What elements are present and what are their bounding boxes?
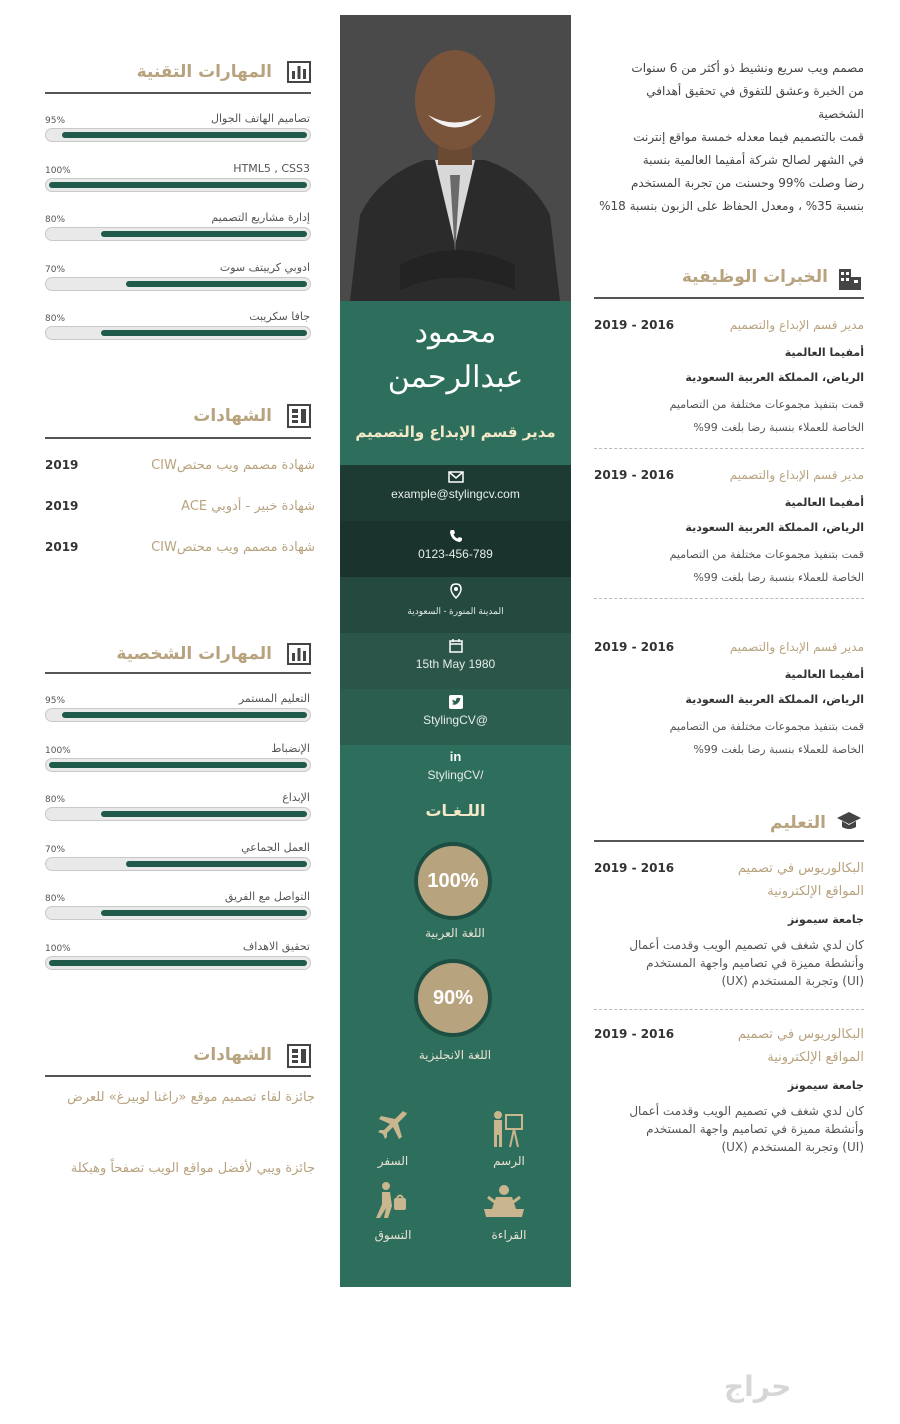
job-description: قمت بتنفيذ مجموعات مختلفة من التصاميم	[669, 548, 864, 561]
skill-label: تحقيق الاهداف	[242, 939, 310, 953]
skill-bar-fill	[101, 231, 307, 237]
education-description: (UI) وتجربة المستخدم (UX)	[721, 974, 864, 988]
job-location: الرياض، المملكة العربية السعودية	[685, 371, 864, 384]
certificate-name: شهادة مصمم ويب محتصCIW	[151, 458, 315, 473]
skill-label: العمل الجماعي	[241, 840, 310, 854]
degree-title: المواقع الإلكترونية	[767, 884, 864, 899]
profile-photo	[340, 15, 571, 301]
skill-label: التعليم المستمر	[238, 692, 310, 705]
location-text: المدينة المنورة - السعودية	[407, 606, 504, 616]
skill-label: إدارة مشاريع التصميم	[211, 211, 310, 224]
tech-skills-rule	[45, 92, 311, 94]
skill-bar-fill	[126, 861, 307, 867]
divider	[594, 448, 864, 449]
education-rule	[594, 840, 864, 842]
skill-bar-track	[45, 326, 311, 340]
arabic-label: اللغة العربية	[425, 926, 485, 940]
phone-band	[340, 521, 571, 577]
arabic-level-circle: 100%	[414, 842, 492, 920]
skill-label: التواصل مع الفريق	[224, 890, 310, 903]
summary-line: مصمم ويب سريع ونشيط ذو أكثر من 6 سنوات	[631, 61, 864, 75]
divider	[594, 1009, 864, 1010]
linkedin-icon: in	[449, 749, 462, 764]
certificate-year: 2019	[45, 499, 79, 513]
skill-bar-fill	[101, 330, 307, 336]
skill-percent: 70%	[45, 264, 66, 275]
experience-title: الخبرات الوظيفية	[681, 267, 828, 287]
awards-title: الشهادات	[193, 1045, 272, 1065]
twitter-icon	[449, 695, 463, 709]
job-location: الرياض، المملكة العربية السعودية	[685, 693, 864, 706]
hobby-reading: القراءة	[491, 1228, 527, 1242]
job-description: الخاصة للعملاء بنسبة رضا بلغت 99%	[693, 571, 864, 584]
job-location: الرياض، المملكة العربية السعودية	[685, 521, 864, 534]
skill-percent: 95%	[45, 116, 66, 126]
skill-bar-fill	[62, 712, 307, 718]
plane-icon	[378, 1109, 410, 1141]
job-title: مدير قسم الإبداع والتصميم	[355, 423, 556, 441]
email-band	[340, 465, 571, 521]
english-level-circle: 90%	[414, 959, 492, 1037]
certificate-name: شهادة مصمم ويب محتصCIW	[151, 540, 315, 555]
summary-line: من الخبرة وعشق للتفوق في تحقيق أهدافي	[646, 84, 864, 98]
job-date: 2016 - 2019	[594, 318, 675, 332]
email-icon	[448, 471, 464, 483]
skill-bar-track	[45, 227, 311, 241]
email-text[interactable]: example@stylingcv.com	[391, 487, 520, 501]
certificates-rule	[45, 437, 311, 439]
job-company: أمفيما العالمية	[784, 668, 864, 681]
personal-skills-title: المهارات الشخصية	[116, 644, 272, 664]
phone-icon	[449, 529, 463, 543]
award-item: جائزة لقاء تصميم موقع «راغنا لوبيرغ» للعرض	[67, 1090, 315, 1105]
phone-text[interactable]: 0123-456-789	[418, 547, 493, 561]
skill-bar-track	[45, 178, 311, 192]
divider	[594, 598, 864, 599]
chart-icon	[287, 643, 311, 665]
skill-label: الإنضباط	[271, 741, 310, 755]
job-description: الخاصة للعملاء بنسبة رضا بلغت 99%	[693, 421, 864, 434]
skill-bar-track	[45, 277, 311, 291]
building-icon	[838, 267, 862, 291]
job-company: أمفيما العالمية	[784, 496, 864, 509]
education-description: وأنشطة مميزة في تصاميم واجهة المستخدم	[646, 956, 864, 970]
calendar-icon	[449, 639, 463, 653]
degree-title: المواقع الإلكترونية	[767, 1050, 864, 1065]
education-description: كان لدي شغف في تصميم الويب وقدمت أعمال	[629, 938, 864, 952]
hobby-drawing: الرسم	[493, 1154, 525, 1168]
skill-bar-track	[45, 906, 311, 920]
summary	[579, 57, 864, 218]
skill-percent: 100%	[45, 745, 71, 756]
job-title: مدير قسم الإبداع والتصميم	[729, 468, 864, 482]
job-company: أمفيما العالمية	[784, 346, 864, 359]
twitter-text[interactable]: @StylingCV	[423, 713, 488, 727]
skill-percent: 95%	[45, 696, 66, 706]
education-title: التعليم	[770, 813, 826, 833]
graduation-cap-icon	[836, 810, 862, 832]
last-name: عبدالرحمن	[387, 360, 524, 395]
school-name: جامعة سيمونز	[787, 913, 864, 926]
experience-rule	[594, 297, 864, 299]
birthdate-band	[340, 633, 571, 689]
skill-bar-track	[45, 807, 311, 821]
skill-percent: 100%	[45, 165, 71, 176]
twitter-band	[340, 689, 571, 745]
skill-bar-fill	[101, 811, 307, 817]
skill-bar-track	[45, 708, 311, 722]
certificate-icon	[287, 1044, 311, 1068]
certificate-icon	[287, 404, 311, 428]
skill-percent: 70%	[45, 844, 66, 855]
location-icon	[450, 583, 462, 599]
education-date: 2016 - 2019	[594, 861, 675, 875]
skill-bar-track	[45, 758, 311, 772]
skill-percent: 80%	[45, 314, 66, 324]
job-description: الخاصة للعملاء بنسبة رضا بلغت 99%	[693, 743, 864, 756]
skill-bar-track	[45, 128, 311, 142]
tech-skills-title: المهارات التقنية	[136, 62, 272, 82]
reading-icon	[482, 1183, 526, 1219]
education-date: 2016 - 2019	[594, 1027, 675, 1041]
languages-title: اللـغـات	[425, 801, 486, 820]
education-description: (UI) وتجربة المستخدم (UX)	[721, 1140, 864, 1154]
certificate-year: 2019	[45, 458, 79, 472]
skill-bar-track	[45, 857, 311, 871]
job-title: مدير قسم الإبداع والتصميم	[729, 318, 864, 332]
job-title: مدير قسم الإبداع والتصميم	[729, 640, 864, 654]
skill-label: ادوبي كرييتف سوت	[219, 260, 310, 274]
location-band	[340, 577, 571, 633]
watermark-logo: حراج	[724, 1370, 792, 1403]
summary-line: بنسبة 35% ، ومعدل الحفاظ على الزبون بنسبة 18%	[599, 199, 864, 213]
personal-skills-rule	[45, 672, 311, 674]
skill-label: تصاميم الهاتف الجوال	[211, 112, 310, 125]
summary-line: قمت بالتصميم فيما معدله خمسة مواقع إنترنت	[633, 130, 864, 144]
skill-percent: 80%	[45, 215, 66, 225]
skill-bar-fill	[101, 910, 307, 916]
job-date: 2016 - 2019	[594, 468, 675, 482]
education-description: وأنشطة مميزة في تصاميم واجهة المستخدم	[646, 1122, 864, 1136]
certificates-title: الشهادات	[193, 406, 272, 426]
english-label: اللغة الانجليزية	[418, 1048, 492, 1062]
hobby-travel: السفر	[377, 1154, 409, 1168]
summary-line: رضا وصلت %99 وحسنت من تجربة المستخدم	[630, 176, 864, 190]
degree-title: البكالوريوس في تصميم	[737, 1027, 864, 1042]
awards-rule	[45, 1075, 311, 1077]
education-description: كان لدي شغف في تصميم الويب وقدمت أعمال	[629, 1104, 864, 1118]
certificate-year: 2019	[45, 540, 79, 554]
skill-percent: 80%	[45, 795, 66, 805]
job-description: قمت بتنفيذ مجموعات مختلفة من التصاميم	[669, 720, 864, 733]
skill-bar-fill	[126, 281, 307, 287]
school-name: جامعة سيمونز	[787, 1079, 864, 1092]
linkedin-band	[340, 745, 571, 801]
first-name: محمود	[414, 315, 497, 350]
skill-label: جافا سكريبت	[249, 310, 310, 323]
degree-title: البكالوريوس في تصميم	[737, 861, 864, 876]
birthdate-text: 15th May 1980	[415, 657, 496, 671]
summary-line: في الشهر لصالح شركة أمفيما العالمية بنسبة	[642, 153, 864, 167]
job-date: 2016 - 2019	[594, 640, 675, 654]
shopping-icon	[374, 1180, 410, 1220]
center-column	[340, 15, 571, 1287]
skill-bar-fill	[62, 132, 307, 138]
linkedin-text[interactable]: /StylingCV	[427, 768, 484, 782]
chart-icon	[287, 61, 311, 83]
summary-line: الشخصية	[818, 107, 864, 121]
award-item: جائزة ويبي لأفضل مواقع الويب تصفحاً وهيكلة	[70, 1161, 315, 1176]
skill-bar-fill	[49, 182, 307, 188]
skill-label: HTML5 , CSS3	[233, 161, 310, 175]
drawing-icon	[490, 1109, 526, 1149]
hobby-shopping: التسوق	[374, 1228, 412, 1242]
skill-bar-track	[45, 956, 311, 970]
skill-label: الإبداع	[282, 791, 310, 804]
skill-bar-fill	[49, 960, 307, 966]
skill-bar-fill	[49, 762, 307, 768]
skill-percent: 100%	[45, 943, 71, 954]
skill-percent: 80%	[45, 894, 66, 904]
job-description: قمت بتنفيذ مجموعات مختلفة من التصاميم	[669, 398, 864, 411]
certificate-name: شهادة خبير - أدوبي ACE	[181, 499, 315, 514]
